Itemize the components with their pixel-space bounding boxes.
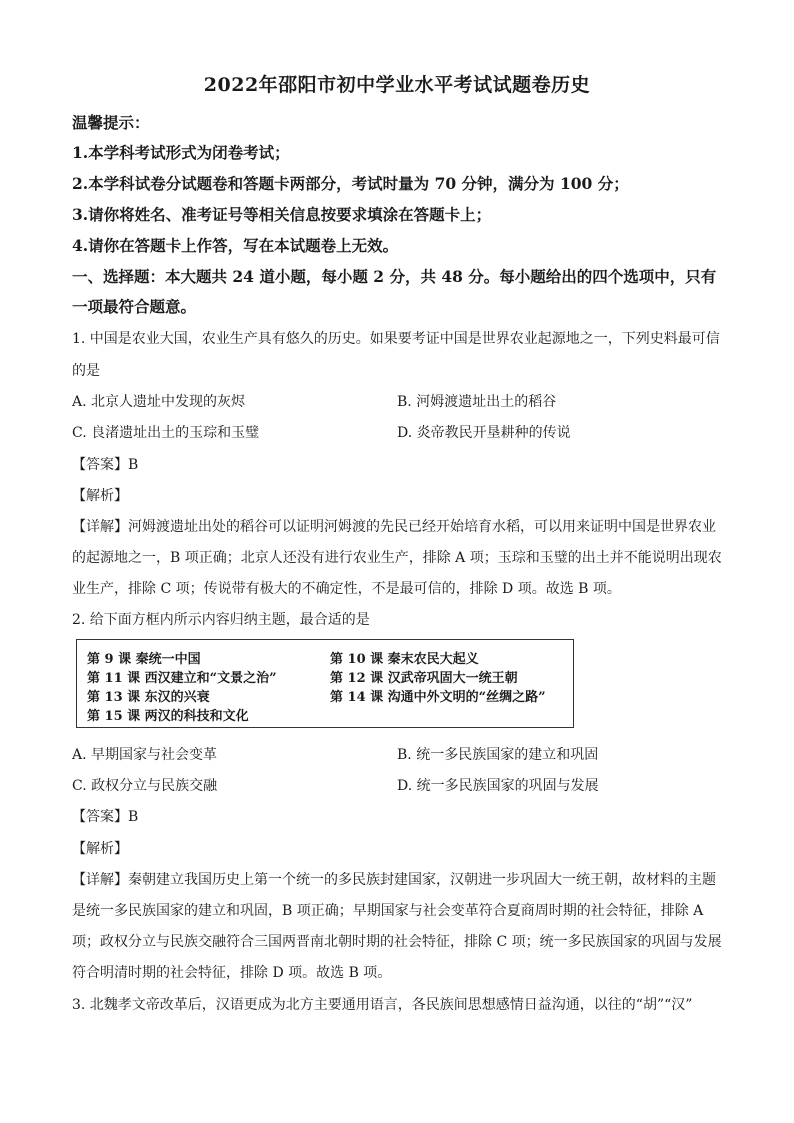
q1-option-b: B. 河姆渡遗址出土的稻谷 — [397, 394, 557, 410]
q2-option-d: D. 统一多民族国家的巩固与发展 — [397, 778, 599, 794]
section-heading: 一、选择题：本大题共 24 道小题，每小题 2 分，共 48 分。每小题给出的四个选项中，只有 — [72, 267, 717, 286]
q2-analysis-label: 【解析】 — [72, 841, 128, 857]
lesson-box — [76, 639, 574, 728]
q1-detail: 业生产，排除 C 项；传说带有极大的不确定性，不是最可信的，排除 D 项。故选 B 项。 — [72, 581, 621, 597]
lesson-entry: 第 12 课 汉武帝巩固大一统王朝 — [330, 671, 518, 686]
q1-detail: 的起源地之一，B 项正确；北京人还没有进行农业生产，排除 A 项；玉琮和玉璧的出土并不能说明出现农 — [72, 550, 722, 566]
q1-option-c: C. 良渚遗址出土的玉琮和玉璧 — [72, 425, 260, 441]
lesson-entry: 第 15 课 两汉的科技和文化 — [87, 709, 249, 724]
q1-stem: 1. 中国是农业大国，农业生产具有悠久的历史。如果要考证中国是世界农业起源地之一，下列史料最可信 — [72, 331, 720, 347]
q2-stem: 2. 给下面方框内所示内容归纳主题，最合适的是 — [72, 612, 370, 628]
lesson-entry: 第 14 课 沟通中外文明的“丝绸之路” — [330, 690, 546, 705]
tip-item: 1.本学科考试形式为闭卷考试； — [72, 143, 290, 162]
q1-analysis-label: 【解析】 — [72, 488, 128, 504]
lesson-entry: 第 11 课 西汉建立和“文景之治” — [87, 671, 277, 686]
q1-detail: 【详解】河姆渡遗址出处的稻谷可以证明河姆渡的先民已经开始培育水稻，可以用来证明中国是世界农业 — [72, 519, 716, 535]
lesson-entry: 第 13 课 东汉的兴衰 — [87, 690, 210, 705]
q2-option-b: B. 统一多民族国家的建立和巩固 — [397, 747, 599, 763]
tip-item: 2.本学科试卷分试题卷和答题卡两部分，考试时量为 70 分钟，满分为 100 分； — [72, 174, 629, 193]
lesson-entry: 第 9 课 秦统一中国 — [87, 652, 201, 667]
tip-item: 3.请你将姓名、准考证号等相关信息按要求填涂在答题卡上； — [72, 205, 492, 224]
q1-option-a: A. 北京人遗址中发现的灰烬 — [72, 394, 246, 410]
q1-answer: 【答案】B — [72, 457, 139, 473]
page-title: 2022年邵阳市初中学业水平考试试题卷历史 — [203, 74, 591, 96]
q2-detail: 项；政权分立与民族交融符合三国两晋南北朝时期的社会特征，排除 C 项；统一多民族国家的巩固与发展 — [72, 934, 722, 950]
tips-heading: 温馨提示： — [72, 113, 150, 132]
q1-stem-cont: 的是 — [72, 363, 100, 379]
tip-item: 4.请你在答题卡上作答，写在本试题卷上无效。 — [72, 236, 399, 255]
lesson-entry: 第 10 课 秦末农民大起义 — [330, 652, 479, 667]
q2-option-c: C. 政权分立与民族交融 — [72, 778, 218, 794]
q2-detail: 是统一多民族国家的建立和巩固，B 项正确；早期国家与社会变革符合夏商周时期的社会特征，排除 A — [72, 903, 704, 919]
q2-detail: 【详解】秦朝建立我国历史上第一个统一的多民族封建国家，汉朝进一步巩固大一统王朝，故材料的主题 — [72, 872, 716, 888]
q1-option-d: D. 炎帝教民开垦耕种的传说 — [397, 425, 571, 441]
q2-detail: 符合明清时期的社会特征，排除 D 项。故选 B 项。 — [72, 965, 392, 981]
q2-answer: 【答案】B — [72, 809, 139, 825]
q2-option-a: A. 早期国家与社会变革 — [72, 747, 218, 763]
q3-stem: 3. 北魏孝文帝改革后，汉语更成为北方主要通用语言，各民族间思想感情日益沟通，以往的“胡”“汉” — [72, 997, 693, 1013]
section-heading-cont: 一项最符合题意。 — [72, 297, 197, 316]
